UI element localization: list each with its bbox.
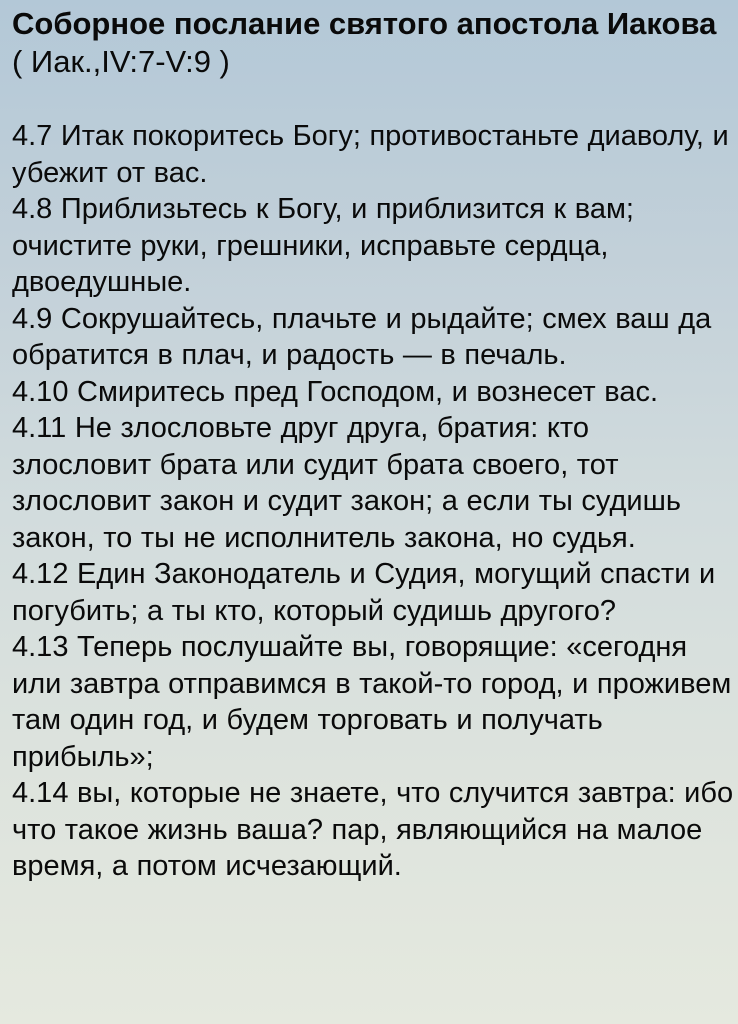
verse-text: вы, которые не знаете, что случится завтра: ибо что такое жизнь ваша? пар, являющийся на малое время, а потом исчезающий. (12, 777, 734, 882)
verse-4-10 (12, 374, 734, 411)
scripture-text (12, 118, 734, 885)
verse-number: 4.10 (12, 375, 69, 408)
verse-text: Не злословьте друг друга, братия: кто злословит брата или судит брата своего, тот злословит закон и судит закон; а если ты судишь закон, то ты не исполнитель закона, но судья. (12, 412, 681, 554)
verse-4-13 (12, 629, 734, 775)
verse-text: Сокрушайтесь, плачьте и рыдайте; смех ваш да обратится в плач, и радость — в печаль. (12, 302, 712, 371)
verse-number: 4.12 (12, 558, 69, 590)
verse-4-7 (12, 118, 734, 191)
page-title: Соборное послание святого апостола Иакова (12, 6, 717, 41)
verse-number: 4.13 (12, 631, 69, 663)
slide-header (12, 5, 734, 81)
verse-number: 4.7 (12, 120, 53, 152)
verse-text: Теперь послушайте вы, говорящие: «сегодня или завтра отправимся в такой-то город, и проживем там один год, и будем торговать и получать прибыль»; (12, 631, 732, 773)
verse-4-9 (12, 301, 734, 374)
verse-text: Итак покоритесь Богу; противостаньте диаволу, и убежит от вас. (12, 120, 729, 189)
verse-text: Един Законодатель и Судия, могущий спасти и погубить; а ты кто, который судишь другого? (12, 558, 716, 627)
verse-number: 4.9 (12, 302, 53, 335)
verse-number: 4.11 (12, 412, 67, 444)
verse-text: Приблизьтесь к Богу, и приблизится к вам; очистите руки, грешники, исправьте сердца, двоедушные. (12, 193, 634, 298)
verse-number: 4.8 (12, 193, 53, 225)
verse-4-14 (12, 775, 734, 885)
verse-text: Смиритесь пред Господом, и вознесет вас. (77, 375, 659, 408)
verse-4-12 (12, 556, 734, 629)
scripture-reference: ( Иак.,IV:7-V:9 ) (12, 44, 230, 79)
verse-number: 4.14 (12, 777, 69, 809)
verse-4-8 (12, 191, 734, 301)
verse-4-11 (12, 410, 734, 556)
